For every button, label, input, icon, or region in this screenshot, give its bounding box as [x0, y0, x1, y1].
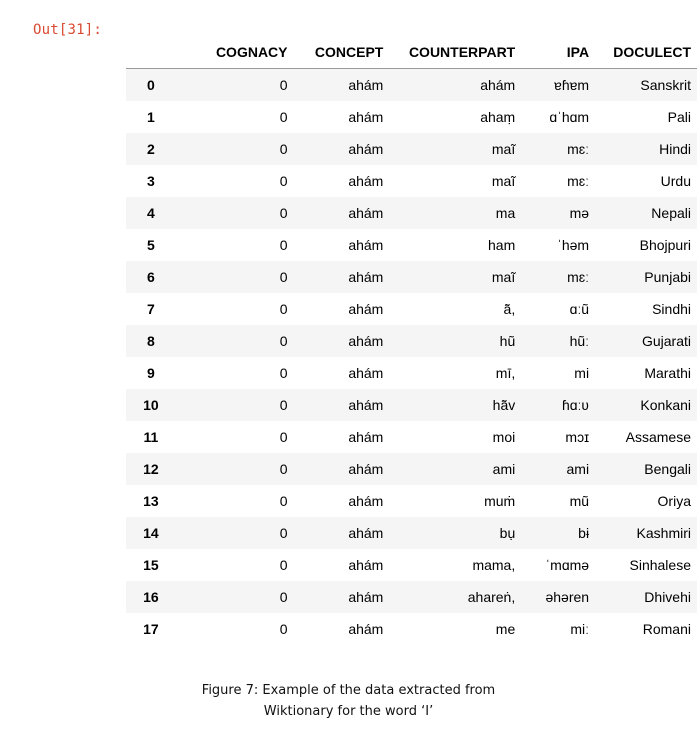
table-row: [126, 133, 697, 165]
header-ipa: IPA: [521, 36, 595, 69]
row-index: 8: [147, 333, 155, 349]
cell-concept: ahám: [348, 205, 384, 221]
cell-doculect: Hindi: [659, 141, 691, 157]
cell-doculect: Bhojpuri: [639, 237, 691, 253]
cell-concept: ahám: [348, 141, 384, 157]
cell-ipa: mi: [574, 365, 590, 381]
table-row: [126, 69, 697, 102]
row-index: 9: [147, 365, 155, 381]
cell-ipa: mə: [569, 205, 590, 221]
row-index: 5: [147, 237, 155, 253]
cell-cognacy: 0: [279, 141, 288, 157]
cell-cognacy: 0: [279, 397, 288, 413]
cell-cognacy: 0: [279, 237, 288, 253]
table-header-row: [126, 36, 697, 69]
cell-concept: ahám: [348, 525, 384, 541]
header-doculect: DOCULECT: [595, 36, 697, 69]
cell-doculect: Assamese: [625, 429, 691, 445]
cell-counterpart: ham: [488, 237, 516, 253]
cell-doculect: Kashmiri: [636, 525, 691, 541]
cell-doculect: Romani: [642, 621, 691, 637]
row-index: 7: [147, 301, 155, 317]
table-row: [126, 549, 697, 581]
cell-doculect: Dhivehi: [644, 589, 691, 605]
cell-concept: ahám: [348, 365, 384, 381]
cell-doculect: Sindhi: [652, 301, 691, 317]
cell-doculect: Punjabi: [644, 269, 691, 285]
row-index: 10: [143, 397, 159, 413]
cell-ipa: miː: [570, 621, 590, 637]
row-index: 0: [147, 77, 155, 93]
cell-doculect: Sanskrit: [640, 77, 691, 93]
table-row: [126, 453, 697, 485]
cell-counterpart: bụ: [499, 525, 516, 541]
cell-counterpart: maĩ: [491, 141, 516, 157]
cell-cognacy: 0: [279, 77, 288, 93]
table-row: [126, 581, 697, 613]
cell-ipa: ɐɦɐm: [554, 77, 590, 93]
cell-concept: ahám: [348, 461, 384, 477]
figure-caption: [0, 680, 697, 722]
cell-concept: ahám: [348, 77, 384, 93]
cell-concept: ahám: [348, 173, 384, 189]
row-index: 2: [147, 141, 155, 157]
cell-concept: ahám: [348, 397, 384, 413]
cell-cognacy: 0: [279, 365, 288, 381]
header-concept: CONCEPT: [294, 36, 390, 69]
table-row: [126, 357, 697, 389]
cell-counterpart: hā̃v: [492, 397, 516, 413]
row-index: 13: [143, 493, 159, 509]
cell-cognacy: 0: [279, 493, 288, 509]
cell-concept: ahám: [348, 493, 384, 509]
header-index: [126, 36, 176, 69]
cell-cognacy: 0: [279, 269, 288, 285]
cell-cognacy: 0: [279, 429, 288, 445]
cell-doculect: Marathi: [644, 365, 691, 381]
cell-concept: ahám: [348, 109, 384, 125]
cell-concept: ahám: [348, 237, 384, 253]
cell-counterpart: me: [495, 621, 516, 637]
cell-counterpart: ahám: [480, 77, 516, 93]
row-index: 3: [147, 173, 155, 189]
table-row: [126, 389, 697, 421]
cell-doculect: Urdu: [660, 173, 691, 189]
cell-doculect: Nepali: [651, 205, 691, 221]
row-index: 17: [143, 621, 159, 637]
cell-cognacy: 0: [279, 557, 288, 573]
cell-counterpart: ahareṅ,: [467, 589, 516, 605]
table-row: [126, 261, 697, 293]
cell-cognacy: 0: [279, 205, 288, 221]
cell-concept: ahám: [348, 429, 384, 445]
cell-ipa: əhəren: [545, 589, 590, 605]
cell-concept: ahám: [348, 621, 384, 637]
cell-cognacy: 0: [279, 589, 288, 605]
table-row: [126, 229, 697, 261]
output-prompt: Out[31]:: [33, 22, 103, 38]
cell-counterpart: ma: [495, 205, 516, 221]
cell-concept: ahám: [348, 301, 384, 317]
cell-doculect: Oriya: [657, 493, 691, 509]
cell-doculect: Bengali: [644, 461, 691, 477]
header-cognacy: COGNACY: [176, 36, 294, 69]
cell-ipa: ˈmɑmə: [545, 557, 590, 573]
table-row: [126, 613, 697, 645]
row-index: 4: [147, 205, 155, 221]
cell-doculect: Sinhalese: [629, 557, 691, 573]
cell-ipa: mũ: [569, 493, 590, 509]
cell-cognacy: 0: [279, 109, 288, 125]
cell-ipa: mɛː: [567, 269, 590, 285]
cell-doculect: Pali: [667, 109, 691, 125]
cell-doculect: Gujarati: [641, 333, 691, 349]
row-index: 14: [143, 525, 159, 541]
caption-line-2: Wiktionary for the word ‘I’: [263, 704, 434, 719]
cell-doculect: Konkani: [640, 397, 691, 413]
table-row: [126, 421, 697, 453]
cell-counterpart: mī,: [495, 365, 516, 381]
cell-ipa: ɦɑːʋ: [561, 397, 590, 413]
cell-counterpart: hũ: [499, 333, 516, 349]
cell-cognacy: 0: [279, 333, 288, 349]
cell-ipa: ɑˈhɑm: [549, 109, 590, 125]
caption-line-1: Figure 7: Example of the data extracted from: [201, 683, 496, 698]
row-index: 11: [143, 429, 159, 445]
cell-ipa: mɛː: [567, 173, 590, 189]
cell-concept: ahám: [348, 557, 384, 573]
cell-counterpart: moi: [492, 429, 516, 445]
cell-concept: ahám: [348, 333, 384, 349]
row-index: 12: [143, 461, 159, 477]
cell-ipa: ˈhəm: [557, 237, 590, 253]
cell-ipa: hũː: [569, 333, 590, 349]
table-row: [126, 325, 697, 357]
cell-concept: ahám: [348, 589, 384, 605]
cell-cognacy: 0: [279, 525, 288, 541]
table-row: [126, 485, 697, 517]
cell-concept: ahám: [348, 269, 384, 285]
cell-counterpart: ahaṃ: [480, 109, 516, 125]
cell-cognacy: 0: [279, 621, 288, 637]
cell-cognacy: 0: [279, 301, 288, 317]
cell-counterpart: maĩ: [491, 173, 516, 189]
cell-counterpart: mama,: [472, 557, 516, 573]
row-index: 1: [147, 109, 155, 125]
row-index: 15: [143, 557, 159, 573]
cell-ipa: mɛː: [567, 141, 590, 157]
cell-ipa: ɑːũ: [569, 301, 590, 317]
row-index: 6: [147, 269, 155, 285]
table-row: [126, 101, 697, 133]
dataframe-table: [126, 36, 697, 645]
cell-ipa: ami: [566, 461, 590, 477]
header-counterpart: COUNTERPART: [389, 36, 521, 69]
table-row: [126, 517, 697, 549]
table-row: [126, 165, 697, 197]
cell-ipa: mɔɪ: [565, 429, 590, 445]
cell-cognacy: 0: [279, 173, 288, 189]
row-index: 16: [143, 589, 159, 605]
cell-counterpart: ami: [492, 461, 516, 477]
cell-cognacy: 0: [279, 461, 288, 477]
table-body: [126, 69, 697, 646]
cell-counterpart: muṁ: [484, 493, 516, 509]
table-row: [126, 293, 697, 325]
cell-counterpart: maĩ: [491, 269, 516, 285]
cell-counterpart: ā̃,: [503, 301, 516, 317]
cell-ipa: bɨ: [578, 525, 590, 541]
table-row: [126, 197, 697, 229]
